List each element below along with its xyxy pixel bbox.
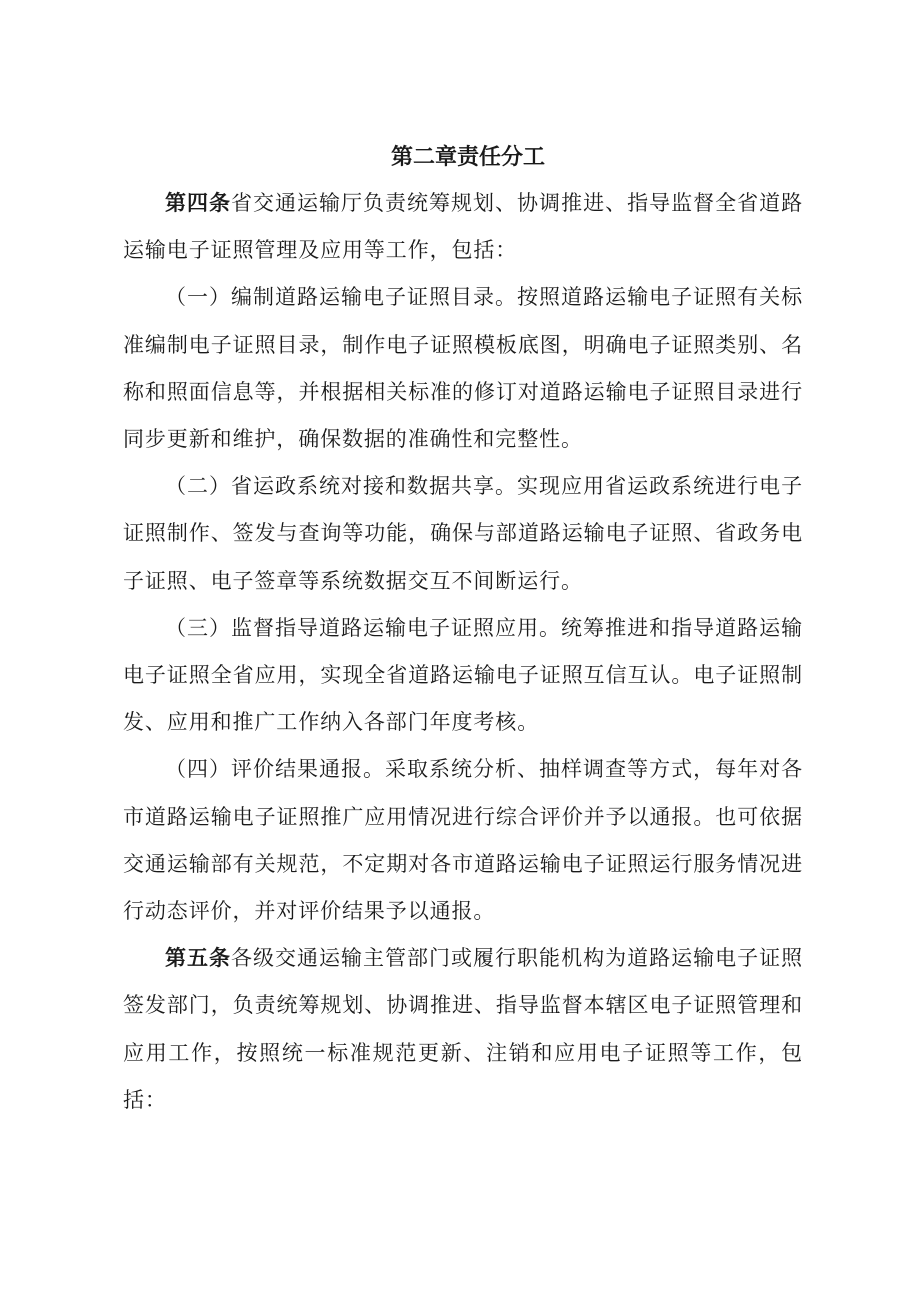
article-5-paragraph (123, 935, 803, 1124)
article-5-label: 第五条 (165, 946, 232, 971)
article-4-item-4: （四）评价结果通报。采取系统分析、抽样调查等方式，每年对各市道路运输电子证照推广应用情况进行综合评价并予以通报。也可依据交通运输部有关规范，不定期对各市道路运输电子证照运行服务情况进行动态评价，并对评价结果予以通报。 (123, 757, 803, 924)
article-4-text: 省交通运输厅负责统筹规划、协调推进、指导监督全省道路运输电子证照管理及应用等工作，包括： (123, 191, 803, 263)
article-5-text: 各级交通运输主管部门或履行职能机构为道路运输电子证照签发部门，负责统筹规划、协调推进、指导监督本辖区电子证照管理和应用工作，按照统一标准规范更新、注销和应用电子证照等工作，包括： (123, 946, 803, 1112)
article-4-label: 第四条 (165, 191, 232, 215)
chapter-title: 第二章责任分工 (390, 145, 545, 170)
document-page (123, 136, 803, 1124)
article-4-paragraph (123, 180, 803, 274)
article-4-item-2: （二）省运政系统对接和数据共享。实现应用省运政系统进行电子证照制作、签发与查询等功能，确保与部道路运输电子证照、省政务电子证照、电子签章等系统数据交互不间断运行。 (123, 474, 803, 593)
article-4-item-1: （一）编制道路运输电子证照目录。按照道路运输电子证照有关标准编制电子证照目录，制作电子证照模板底图，明确电子证照类别、名称和照面信息等，并根据相关标准的修订对道路运输电子证照目录进行同步更新和维护，确保数据的准确性和完整性。 (123, 285, 803, 452)
article-4-item-3: （三）监督指导道路运输电子证照应用。统筹推进和指导道路运输电子证照全省应用，实现全省道路运输电子证照互信互认。电子证照制发、应用和推广工作纳入各部门年度考核。 (123, 615, 803, 735)
